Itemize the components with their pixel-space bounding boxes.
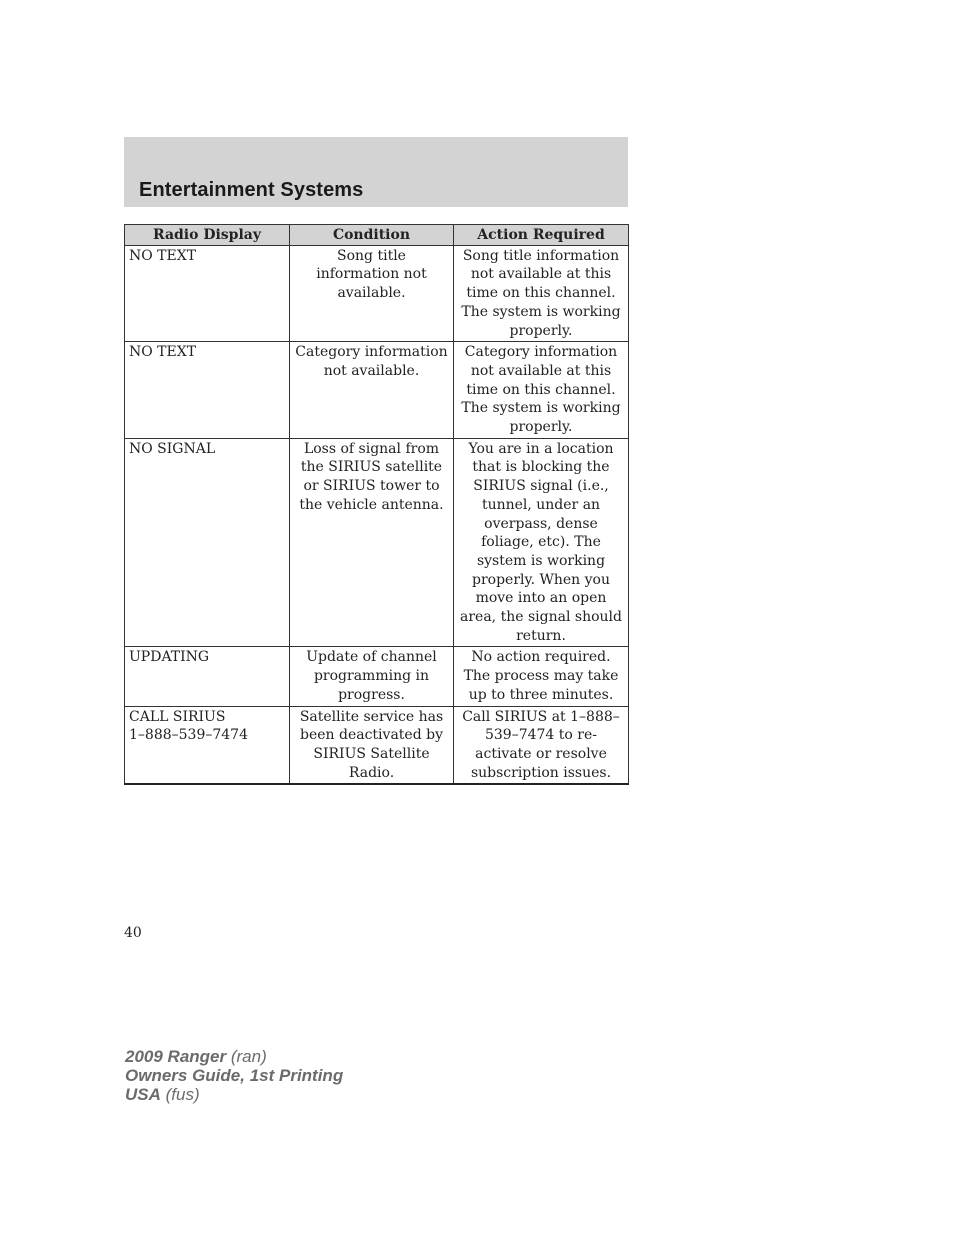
action-required-cell: Call SIRIUS at 1–888–539–7474 to re-activate or resolve subscription issues. xyxy=(454,706,629,784)
action-required-cell: Song title information not available at this time on this channel. The system is working properly. xyxy=(454,245,629,342)
radio-display-cell: UPDATING xyxy=(125,647,290,706)
condition-cell: Song title information not available. xyxy=(290,245,454,342)
footer-line-market xyxy=(125,1085,343,1104)
action-required-cell: You are in a location that is blocking the SIRIUS signal (i.e., tunnel, under an overpass, dense foliage, etc). The system is working properly. When you move into an open area, the signal should return. xyxy=(454,438,629,647)
table-row xyxy=(125,706,629,784)
section-title: Entertainment Systems xyxy=(139,179,364,201)
footer-model-code: (ran) xyxy=(226,1047,267,1066)
radio-display-table xyxy=(124,224,629,785)
table-row xyxy=(125,647,629,706)
table-header-row xyxy=(125,225,629,246)
radio-display-text: CALL SIRIUS xyxy=(129,708,226,725)
table-row xyxy=(125,342,629,439)
column-header-radio-display: Radio Display xyxy=(125,225,290,246)
column-header-action-required: Action Required xyxy=(454,225,629,246)
radio-display-cell: NO SIGNAL xyxy=(125,438,290,647)
footer-line-model xyxy=(125,1047,343,1066)
page-number: 40 xyxy=(124,925,142,941)
action-required-cell: No action required. The process may take up to three minutes. xyxy=(454,647,629,706)
table-row xyxy=(125,245,629,342)
footer-line-edition xyxy=(125,1066,343,1085)
condition-cell: Category information not available. xyxy=(290,342,454,439)
footer-edition: Owners Guide, 1st Printing xyxy=(125,1066,344,1085)
action-required-cell: Category information not available at this time on this channel. The system is working properly. xyxy=(454,342,629,439)
radio-display-cell: NO TEXT xyxy=(125,245,290,342)
radio-display-cell xyxy=(125,706,290,784)
condition-cell: Loss of signal from the SIRIUS satellite or SIRIUS tower to the vehicle antenna. xyxy=(290,438,454,647)
section-header-band xyxy=(124,137,628,207)
condition-cell: Update of channel programming in progress. xyxy=(290,647,454,706)
footer-model: 2009 Ranger xyxy=(125,1047,227,1066)
condition-cell: Satellite service has been deactivated by SIRIUS Satellite Radio. xyxy=(290,706,454,784)
radio-display-cell: NO TEXT xyxy=(125,342,290,439)
footer-market: USA xyxy=(125,1085,161,1104)
document-footer xyxy=(125,1047,343,1104)
table-row xyxy=(125,438,629,647)
phone-number-text: 1–888–539–7474 xyxy=(129,727,248,744)
footer-market-code: (fus) xyxy=(160,1085,200,1104)
column-header-condition: Condition xyxy=(290,225,454,246)
